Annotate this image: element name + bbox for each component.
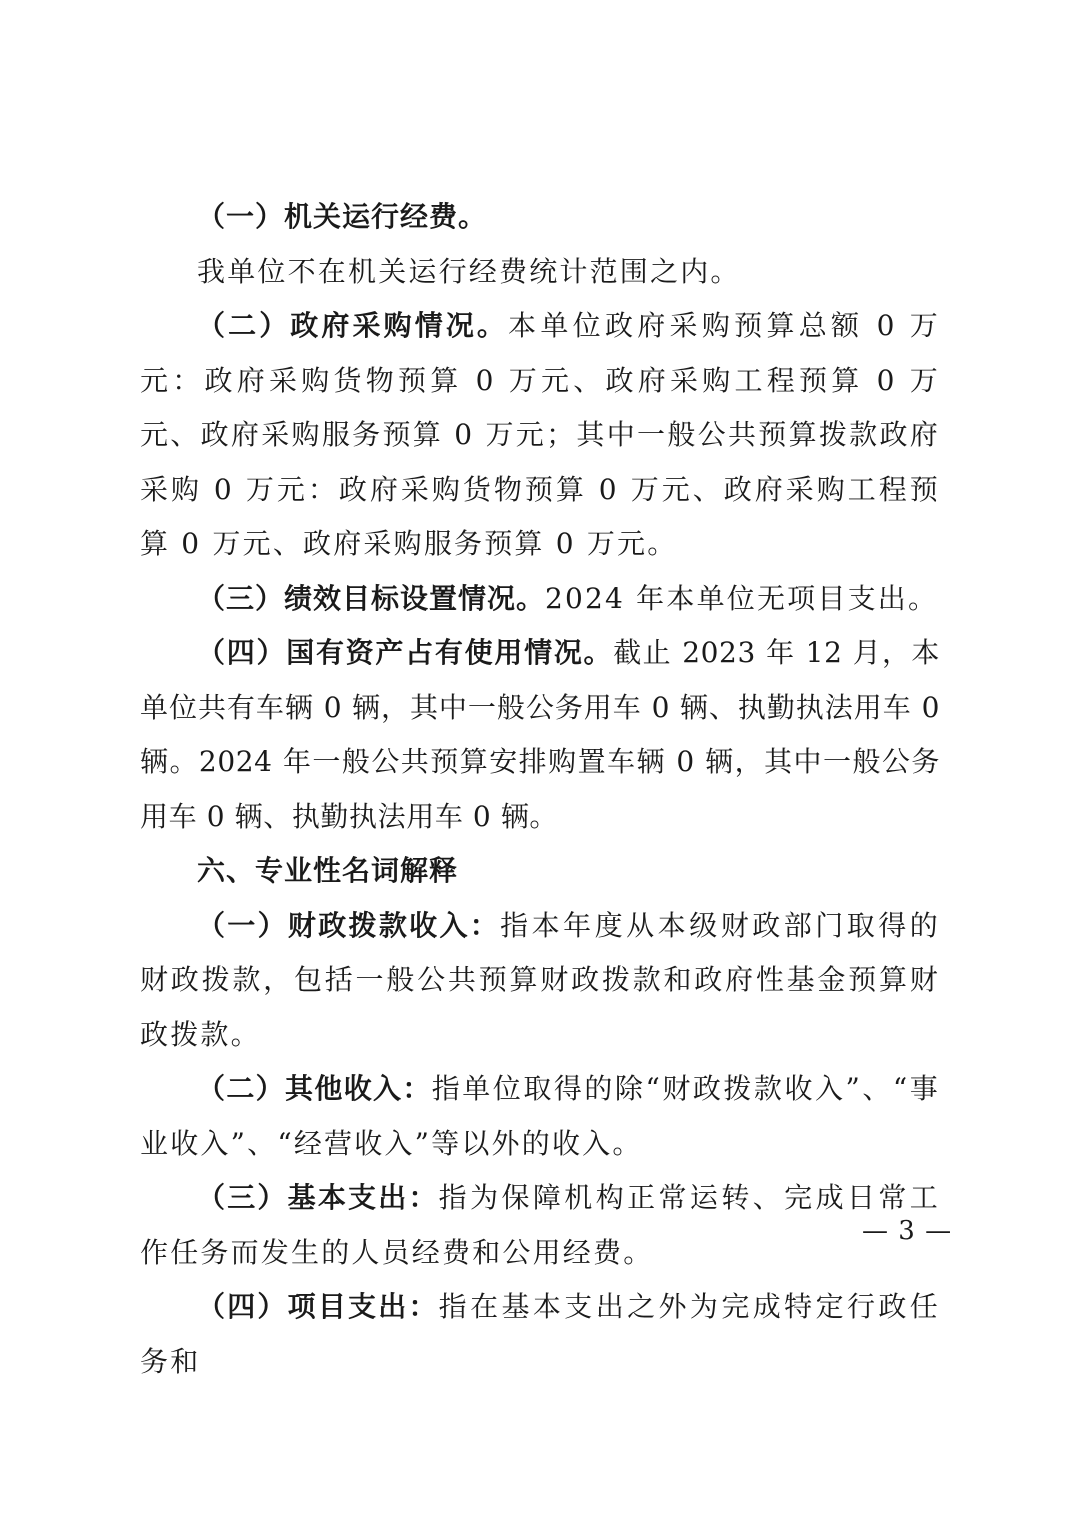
paragraph-body: 2024 年本单位无项目支出。: [545, 581, 939, 615]
definition-body: 指本年度从本级财政部门取得的财政拨款，包括一般公共预算财政拨款和政府性基金预算财政拨款。: [140, 908, 940, 1051]
definition-term: （四）项目支出：: [197, 1290, 439, 1323]
paragraph-heading: （四）国有资产占有使用情况。: [197, 636, 614, 669]
paragraph-government-procurement: [140, 299, 940, 572]
paragraph-heading: （二）政府采购情况。: [197, 309, 509, 342]
paragraph-heading: （一）机关运行经费。: [197, 200, 488, 233]
definition-other-income: [140, 1062, 940, 1171]
paragraph-performance-targets: [140, 572, 940, 627]
definition-basic-expenditure: [140, 1171, 940, 1280]
paragraph-body: 本单位政府采购预算总额 0 万元：政府采购货物预算 0 万元、政府采购工程预算 0 万元、政府采购服务预算 0 万元；其中一般公共预算拨款政府采购 0 万元：政府采购货物预算 0 万元、政府采购工程预算 0 万元、政府采购服务预算 0 万元。: [140, 309, 940, 560]
page-number: — 3 —: [862, 1216, 953, 1246]
definition-body: 指单位取得的除“财政拨款收入”、“事业收入”、“经营收入”等以外的收入。: [140, 1072, 940, 1160]
definition-body: 指在基本支出之外为完成特定行政任务和: [140, 1290, 940, 1378]
definition-fiscal-appropriation-income: [140, 899, 940, 1063]
definition-body: 指为保障机构正常运转、完成日常工作任务而发生的人员经费和公用经费。: [140, 1181, 940, 1269]
paragraph-state-assets: [140, 626, 940, 844]
paragraph-body: 截止 2023 年 12 月，本单位共有车辆 0 辆，其中一般公务用车 0 辆、执勤执法用车 0 辆。2024 年一般公共预算安排购置车辆 0 辆，其中一般公务用车 0 辆、执勤执法用车 0 辆。: [140, 636, 940, 833]
paragraph-admin-expenses: [140, 190, 940, 245]
section-heading-terms: 六、专业性名词解释: [197, 854, 459, 887]
paragraph-admin-expenses-note: [140, 245, 940, 300]
paragraph-body: 我单位不在机关运行经费统计范围之内。: [197, 254, 741, 288]
paragraph-heading: （三）绩效目标设置情况。: [197, 581, 546, 615]
definition-term: （一）财政拨款收入：: [197, 908, 501, 942]
definition-project-expenditure: [140, 1280, 940, 1389]
definition-term: （二）其他收入：: [197, 1072, 432, 1105]
document-page: [140, 190, 940, 1389]
definition-term: （三）基本支出：: [197, 1181, 439, 1214]
